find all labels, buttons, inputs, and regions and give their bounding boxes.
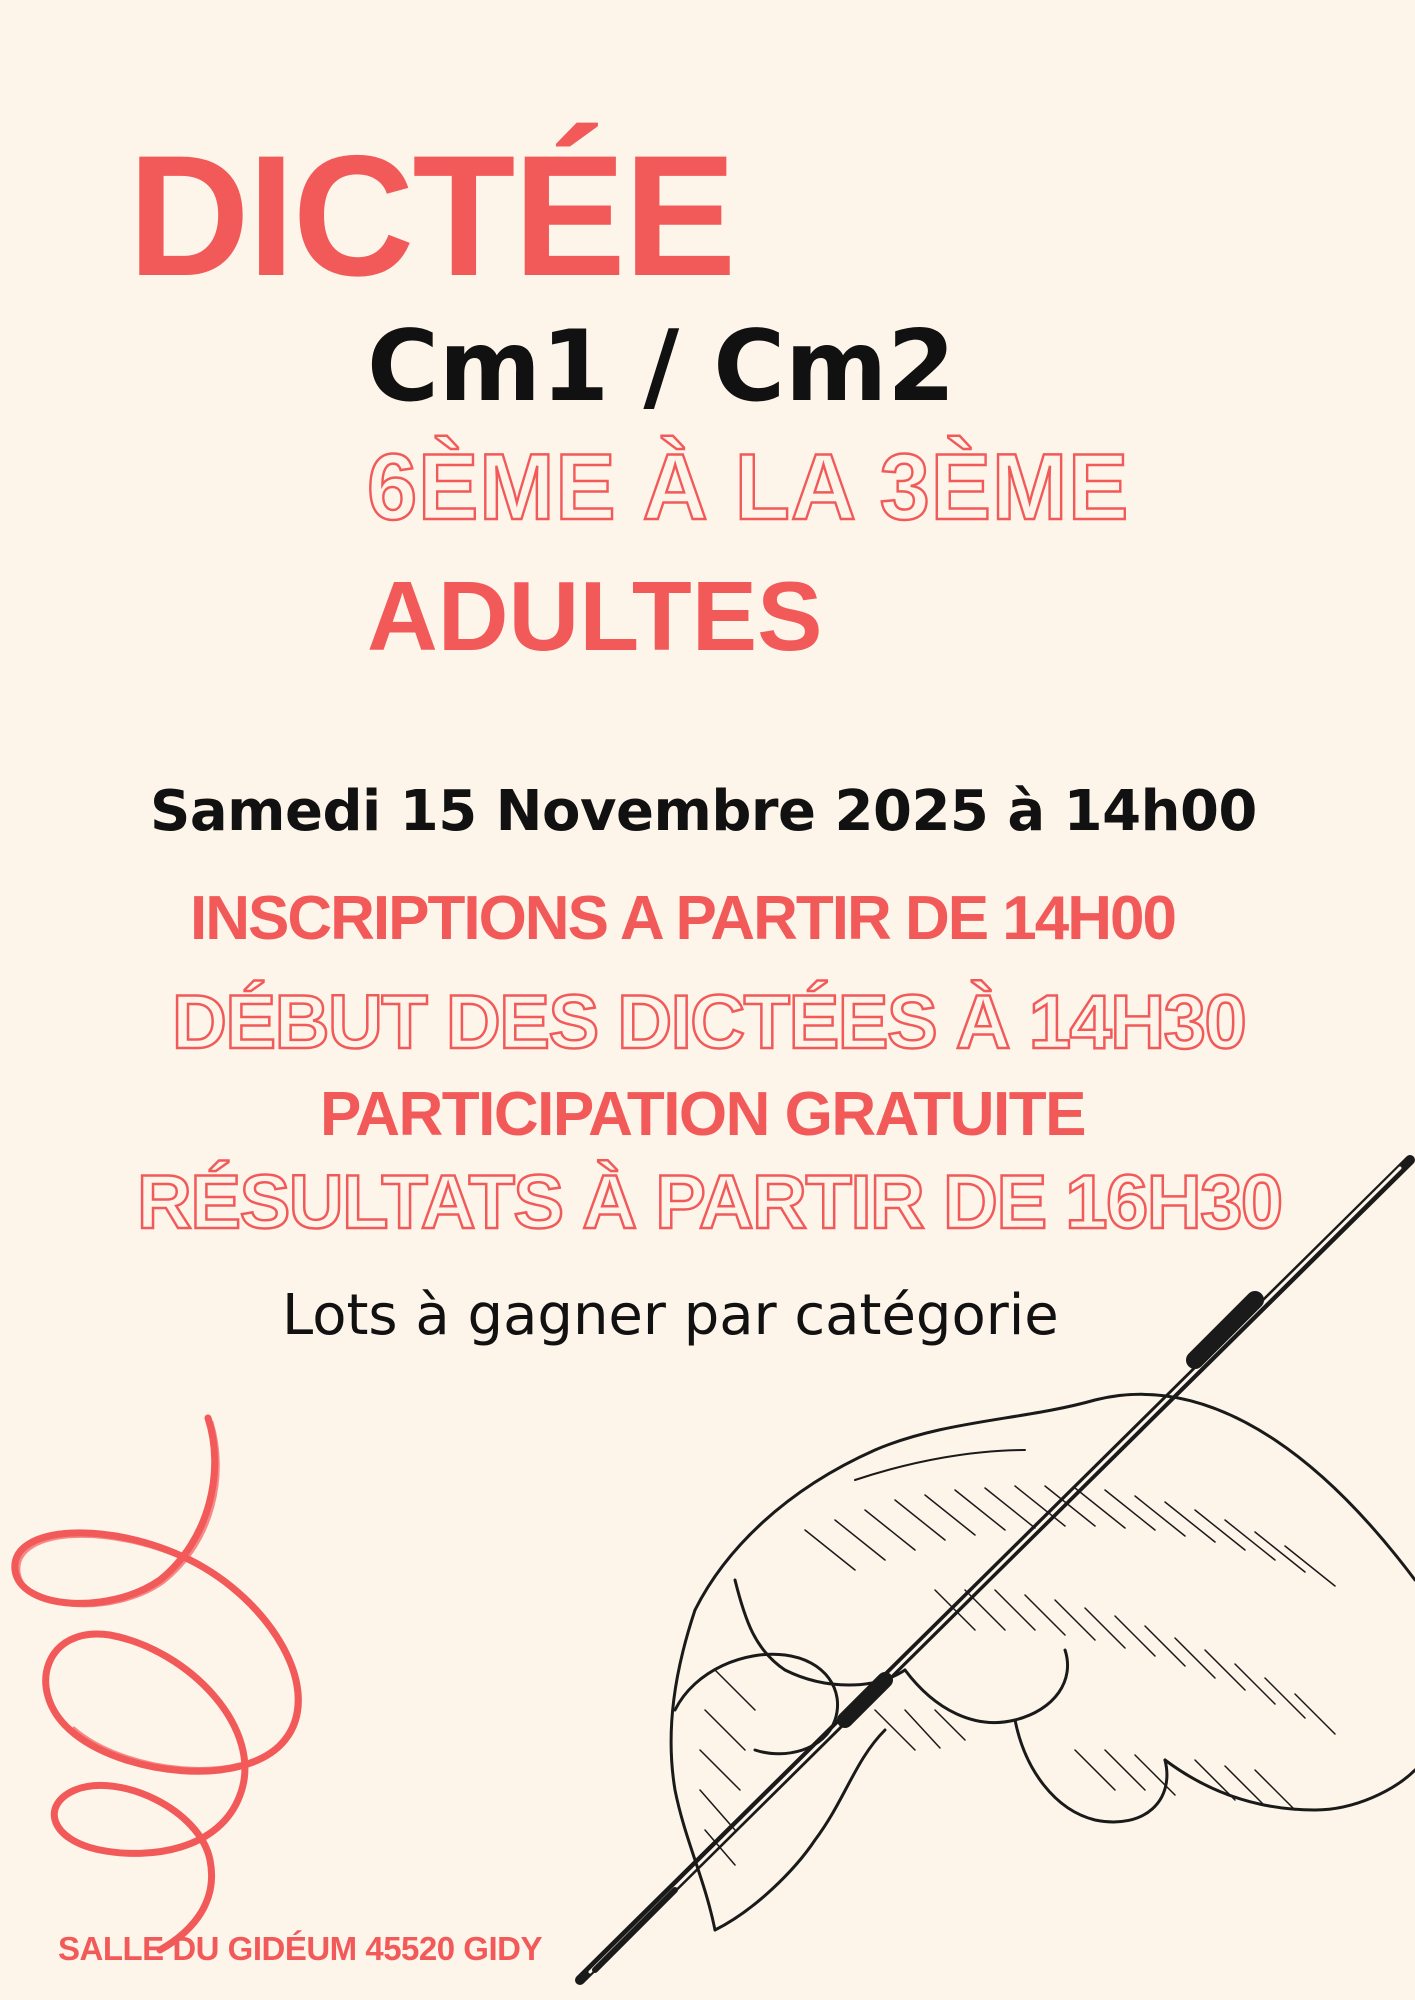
level-cm1-cm2: Cm1 / Cm2 (367, 310, 956, 424)
prizes-note: Lots à gagner par catégorie (282, 1283, 1059, 1348)
free-participation: PARTICIPATION GRATUITE (320, 1080, 1085, 1149)
hand-writing-pen-icon (555, 1150, 1415, 2000)
start-time: DÉBUT DES DICTÉES À 14H30 (172, 980, 1246, 1065)
poster-title: DICTÉE (128, 120, 735, 312)
results-time: RÉSULTATS À PARTIR DE 16H30 (137, 1160, 1282, 1245)
event-date: Samedi 15 Novembre 2025 à 14h00 (150, 779, 1257, 844)
registration-time: INSCRIPTIONS A PARTIR DE 14H00 (190, 884, 1176, 953)
level-adults: ADULTES (367, 561, 823, 671)
spiral-scribble-icon (0, 1410, 360, 1970)
venue-address: SALLE DU GIDÉUM 45520 GIDY (58, 1930, 542, 1967)
level-college: 6ÈME À LA 3ÈME (367, 434, 1130, 539)
